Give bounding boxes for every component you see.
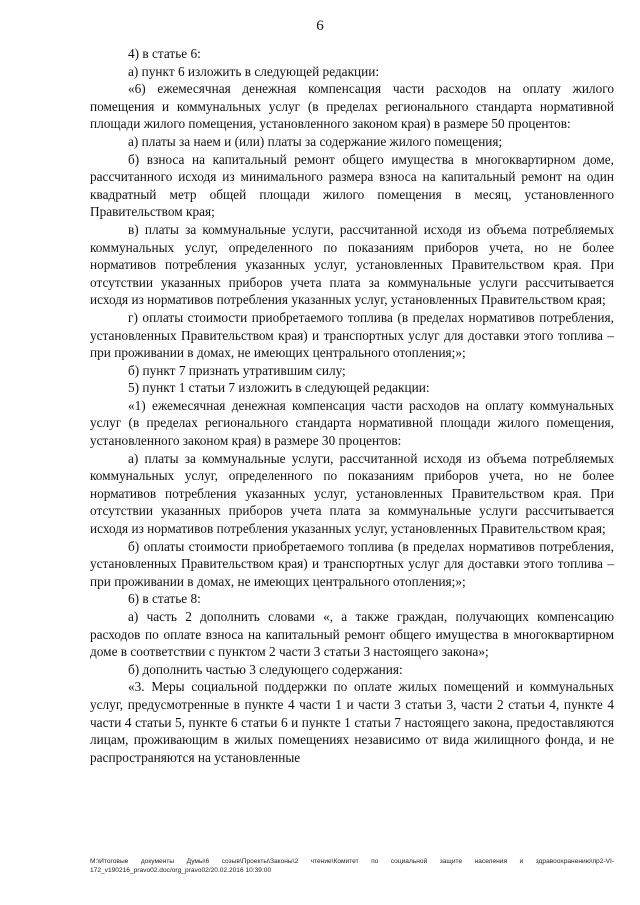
paragraph-subitem-g: г) оплаты стоимости приобретаемого топлива (в пределах нормативов потребления, установленных Правительством края) и транспортных услуг для доставки этого топлива – при проживании в домах, не имеющих центрального отопления;»;	[90, 309, 614, 361]
paragraph-article-8-part-2: а) часть 2 дополнить словами «, а также граждан, получающих компенсацию расходов по оплате взноса на капитальный ремонт общего имущества в многоквартирном доме в соответствии с пунктом 2 части 3 статьи 3 настоящего закона»;	[90, 609, 614, 660]
paragraph-article-8-part-3-text: «3. Меры социальной поддержки по оплате жилых помещений и коммунальных услуг, предусмотренные в пункте 4 части 1 и части 3 статьи 3, части 2 статьи 4, пункте 4 части 4 статьи 5, пункте 6 статьи 6 и пункте 1 статьи 7 настоящего закона, предоставляются лицам, проживающим в жилых помещениях независимо от вида жилищного фонда, и не распространяются на установленные	[90, 679, 614, 765]
paragraph-article-7-subitem-b: б) оплаты стоимости приобретаемого топлива (в пределах нормативов потребления, установленных Правительством края) и транспортных услуг для доставки этого топлива – при проживании в домах, не имеющих центрального отопления;»;	[90, 538, 614, 589]
paragraph-article-8-part-3-intro: б) дополнить частью 3 следующего содержания:	[128, 661, 403, 677]
paragraph-article-7-subitem-a: а) платы за коммунальные услуги, рассчитанной исходя из объема потребляемых коммунальных услуг, определенного по показаниям приборов учета, но не более нормативов потребления указанных услуг, установленных Правительством края. При отсутствии указанных приборов учета плата за коммунальные услуги рассчитывается исходя из нормативов потребления указанных услуг, установленных Правительством края;	[90, 450, 614, 537]
paragraph-item-6-text: «6) ежемесячная денежная компенсация части расходов на оплату жилого помещения и коммунальных услуг (в пределах регионального стандарта нормативной площади жилого помещения, установленного законом края) в размере 50 процентов:	[90, 81, 614, 132]
paragraph-item-6-intro: а) пункт 6 изложить в следующей редакции:	[128, 63, 380, 79]
page-number: 6	[316, 18, 324, 34]
paragraph-subitem-a: а) платы за наем и (или) платы за содержание жилого помещения;	[128, 133, 503, 149]
file-path-footer: M:\Итоговые документы Думы\6 созыв\Проекты\Законы\2 чтение\Комитет по социальной защите населения и здравоохранению\пр2-VI-172_v190216_pravo02.doc/org_pravo02/20.02.2016 10:39:00	[90, 858, 614, 874]
document-body	[90, 45, 614, 766]
paragraph-article-7-text: «1) ежемесячная денежная компенсация части расходов на оплату коммунальных услуг (в пределах регионального стандарта нормативной площади жилого помещения, установленного законом края) в размере 30 процентов:	[90, 397, 614, 449]
paragraph-item-7-repeal: б) пункт 7 признать утратившим силу;	[128, 362, 346, 378]
paragraph-article-7-heading: 5) пункт 1 статьи 7 изложить в следующей редакции:	[128, 380, 430, 396]
paragraph-article-8-heading: 6) в статье 8:	[128, 591, 201, 607]
paragraph-subitem-b: б) взноса на капитальный ремонт общего имущества в многоквартирном доме, рассчитанного исходя из минимального размера взноса на капитальный ремонт на один квадратный метр общей площади жилого помещения в месяц, установленного Правительством края;	[90, 151, 614, 220]
paragraph-subitem-v: в) платы за коммунальные услуги, рассчитанной исходя из объема потребляемых коммунальных услуг, определенного по показаниям приборов учета, но не более нормативов потребления указанных услуг, установленных Правительством края. При отсутствии указанных приборов учета плата за коммунальные услуги рассчитывается исходя из нормативов потребления указанных услуг, установленных Правительством края;	[90, 221, 614, 308]
paragraph-article-6-heading: 4) в статье 6:	[128, 46, 201, 61]
